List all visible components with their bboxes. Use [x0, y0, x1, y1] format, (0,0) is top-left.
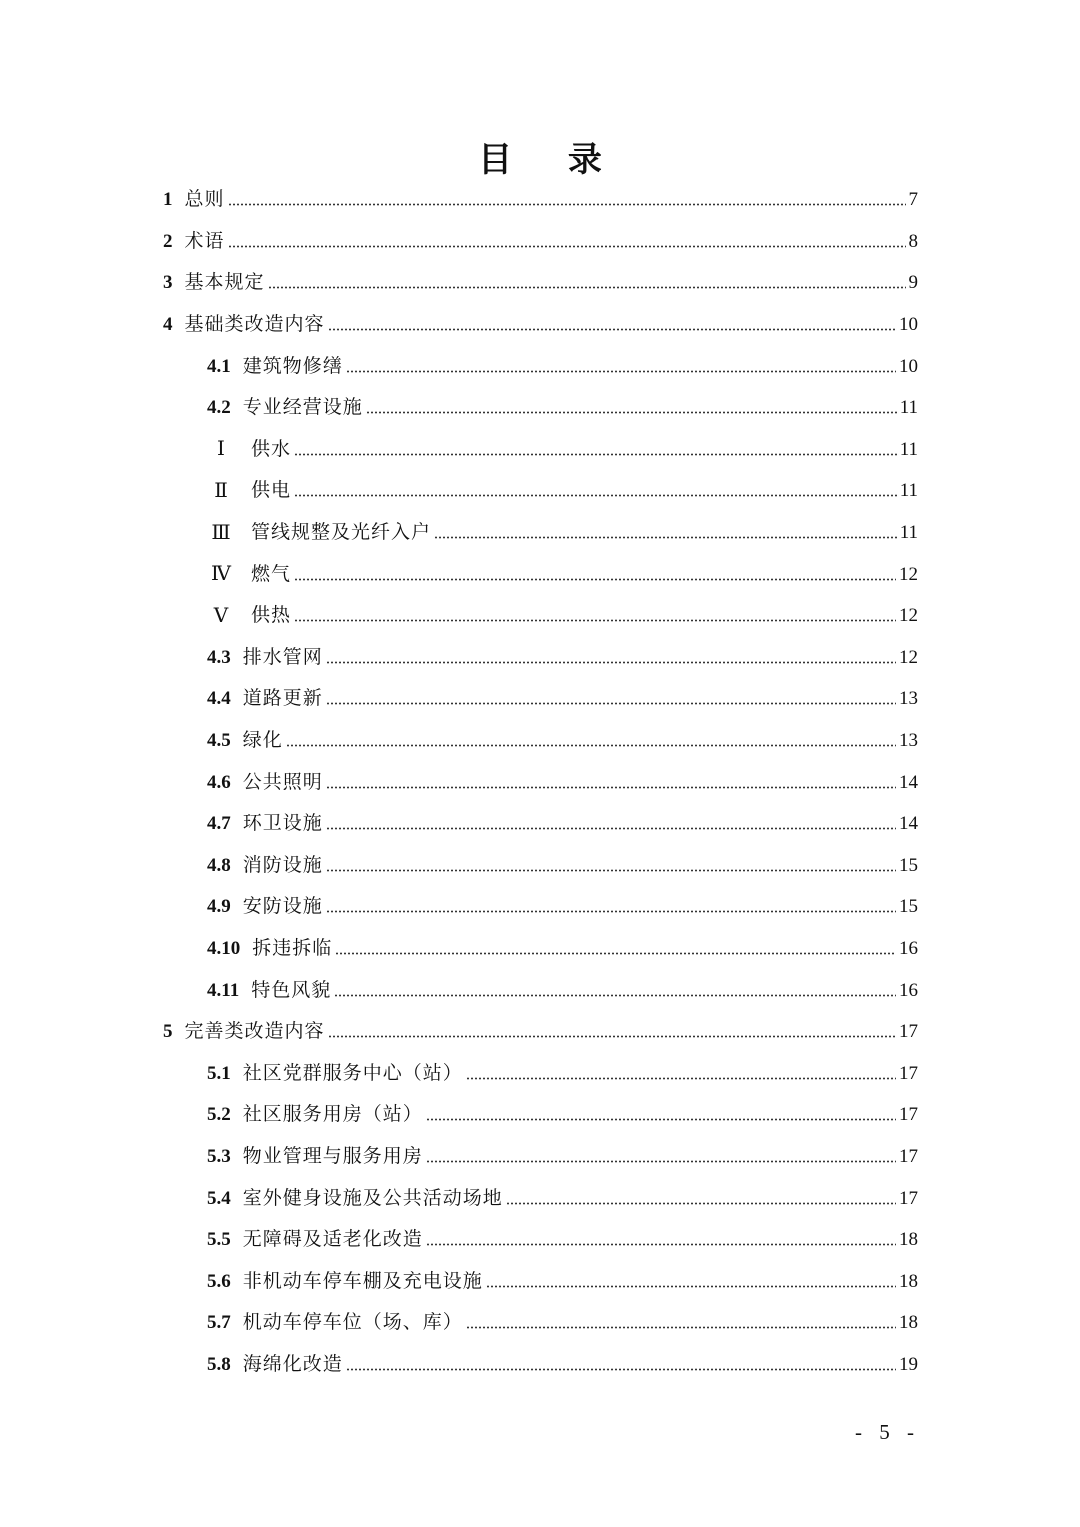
toc-entry[interactable]	[163, 512, 918, 554]
dot-leader	[346, 1368, 896, 1371]
toc-entry-page: 14	[899, 813, 918, 835]
toc-entry-number: 5.4	[207, 1187, 231, 1209]
dot-leader	[426, 1160, 896, 1163]
dot-leader	[268, 286, 906, 289]
toc-entry-label: 室外健身设施及公共活动场地	[242, 1186, 503, 1209]
toc-entry-number: 4.7	[207, 813, 231, 835]
toc-entry-label: 社区服务用房（站）	[242, 1103, 423, 1126]
toc-entry-number: 4.2	[207, 397, 231, 419]
toc-entry-page: 17	[899, 1187, 918, 1209]
toc-entry-label: 燃气	[251, 562, 292, 585]
dot-leader	[326, 910, 896, 913]
toc-entry-label: 供热	[251, 604, 292, 627]
toc-entry-label: 基本规定	[184, 271, 265, 294]
toc-entry-label: 道路更新	[242, 687, 323, 710]
dot-leader	[346, 370, 896, 373]
toc-entry-page: 15	[899, 896, 918, 918]
toc-entry-number: 5.7	[207, 1312, 231, 1334]
toc-entry-label: 拆违拆临	[252, 936, 333, 959]
toc-entry-number: 4.3	[207, 646, 231, 668]
dot-leader	[426, 1118, 896, 1121]
dot-leader	[466, 1326, 896, 1329]
toc-entry-page: 7	[908, 189, 918, 211]
toc-entry[interactable]	[163, 678, 918, 720]
toc-entry-label: 排水管网	[242, 645, 323, 668]
toc-entry[interactable]	[163, 886, 918, 928]
toc-entry-page: 16	[899, 937, 918, 959]
toc-entry-label: 机动车停车位（场、库）	[242, 1311, 463, 1334]
toc-entry-page: 15	[899, 854, 918, 876]
toc-entry-label: 建筑物修缮	[242, 354, 343, 377]
toc-entry-label: 消防设施	[242, 853, 323, 876]
dot-leader	[326, 786, 896, 789]
toc-entry-number: Ⅰ	[217, 438, 225, 461]
dot-leader	[335, 952, 896, 955]
toc-entry[interactable]	[163, 637, 918, 679]
dot-leader	[326, 661, 896, 664]
toc-entry-number: 4.10	[207, 937, 241, 959]
toc-entry[interactable]	[163, 761, 918, 803]
toc-entry[interactable]	[163, 1177, 918, 1219]
toc-entry-page: 13	[899, 688, 918, 710]
toc-entry-page: 10	[899, 314, 918, 336]
toc-entry[interactable]	[163, 1094, 918, 1136]
toc-entry-label: 完善类改造内容	[184, 1020, 325, 1043]
toc-entry-label: 环卫设施	[242, 812, 323, 835]
dot-leader	[426, 1243, 896, 1246]
toc-entry-number: 1	[163, 189, 173, 211]
toc-entry[interactable]	[163, 969, 918, 1011]
toc-entry[interactable]	[163, 304, 918, 346]
dot-leader	[326, 827, 896, 830]
toc-entry-number: Ⅱ	[214, 479, 228, 502]
toc-entry[interactable]	[163, 720, 918, 762]
dot-leader	[328, 1035, 896, 1038]
page-title: 目 录	[478, 140, 624, 180]
toc-entry-number: 2	[163, 230, 173, 252]
toc-entry-number: 4.6	[207, 771, 231, 793]
dot-leader	[486, 1285, 896, 1288]
toc-entry-number: 3	[163, 272, 173, 294]
toc-entry[interactable]	[163, 345, 918, 387]
toc-entry-page: 17	[899, 1021, 918, 1043]
toc-entry-number: Ⅲ	[211, 521, 231, 544]
toc-entry[interactable]	[163, 845, 918, 887]
toc-entry-label: 无障碍及适老化改造	[242, 1228, 423, 1251]
toc-entry-number: 4.5	[207, 730, 231, 752]
toc-entry-page: 8	[908, 230, 918, 252]
toc-entry[interactable]	[163, 1260, 918, 1302]
dot-leader	[228, 245, 906, 248]
dot-leader	[326, 702, 896, 705]
toc-entry-page: 16	[899, 979, 918, 1001]
toc-entry-number: 4.9	[207, 896, 231, 918]
toc-entry-number: 5.2	[207, 1104, 231, 1126]
toc-entry-label: 社区党群服务中心（站）	[242, 1061, 463, 1084]
toc-entry-label: 基础类改造内容	[184, 313, 325, 336]
toc-entry-number: 4.1	[207, 355, 231, 377]
toc-entry-number: Ⅴ	[213, 604, 229, 627]
toc-entry[interactable]	[163, 553, 918, 595]
toc-entry[interactable]	[163, 470, 918, 512]
toc-entry-label: 供电	[251, 479, 292, 502]
toc-entry-page: 12	[899, 563, 918, 585]
toc-entry-number: 5.8	[207, 1353, 231, 1375]
toc-entry-page: 12	[899, 646, 918, 668]
toc-entry-page: 13	[899, 730, 918, 752]
toc-entry[interactable]	[163, 803, 918, 845]
toc-entry-number: 4.11	[207, 979, 240, 1001]
toc-entry-label: 术语	[184, 229, 225, 252]
toc-entry-page: 11	[899, 522, 918, 544]
toc-entry-page: 18	[899, 1312, 918, 1334]
dot-leader	[506, 1202, 896, 1205]
toc-entry-number: 4.8	[207, 854, 231, 876]
toc-entry[interactable]	[163, 1011, 918, 1053]
dot-leader	[466, 1077, 896, 1080]
toc-entry-page: 12	[899, 605, 918, 627]
dot-leader	[286, 744, 896, 747]
dot-leader	[294, 494, 897, 497]
toc-entry-label: 安防设施	[242, 895, 323, 918]
dot-leader	[294, 453, 897, 456]
toc-entry-page: 17	[899, 1145, 918, 1167]
toc-entry-label: 特色风貌	[251, 978, 332, 1001]
toc-entry[interactable]	[163, 1344, 918, 1386]
toc-entry[interactable]	[163, 429, 918, 471]
toc-entry-page: 17	[899, 1062, 918, 1084]
toc-entry-number: 4.4	[207, 688, 231, 710]
toc-entry[interactable]	[163, 1219, 918, 1261]
dot-leader	[366, 411, 897, 414]
toc-entry-label: 专业经营设施	[242, 396, 363, 419]
page-number-footer: - 5 -	[855, 1420, 920, 1444]
table-of-contents	[163, 179, 918, 1385]
toc-entry-page: 18	[899, 1229, 918, 1251]
dot-leader	[294, 619, 896, 622]
toc-entry[interactable]	[163, 595, 918, 637]
dot-leader	[334, 994, 896, 997]
dot-leader	[328, 328, 896, 331]
toc-entry-number: 5	[163, 1021, 173, 1043]
dot-leader	[434, 536, 897, 539]
toc-entry[interactable]	[163, 1052, 918, 1094]
toc-entry-number: 5.5	[207, 1229, 231, 1251]
toc-entry[interactable]	[163, 221, 918, 263]
toc-entry-page: 19	[899, 1353, 918, 1375]
toc-entry[interactable]	[163, 928, 918, 970]
toc-entry-page: 11	[899, 397, 918, 419]
toc-entry-number: 5.3	[207, 1145, 231, 1167]
dot-leader	[294, 578, 896, 581]
toc-entry-page: 17	[899, 1104, 918, 1126]
dot-leader	[326, 869, 896, 872]
toc-entry-page: 10	[899, 355, 918, 377]
toc-entry[interactable]	[163, 262, 918, 304]
toc-entry-number: Ⅳ	[211, 563, 231, 586]
toc-entry-label: 绿化	[242, 729, 283, 752]
toc-entry-page: 14	[899, 771, 918, 793]
toc-entry[interactable]	[163, 1302, 918, 1344]
toc-entry-number: 5.6	[207, 1270, 231, 1292]
toc-entry-page: 11	[899, 438, 918, 460]
toc-entry-page: 9	[908, 272, 918, 294]
toc-entry-page: 18	[899, 1270, 918, 1292]
toc-entry-label: 海绵化改造	[242, 1352, 343, 1375]
toc-entry-label: 管线规整及光纤入户	[251, 521, 432, 544]
toc-entry-label: 供水	[251, 437, 292, 460]
toc-entry-label: 物业管理与服务用房	[242, 1144, 423, 1167]
toc-entry-label: 公共照明	[242, 770, 323, 793]
toc-entry[interactable]	[163, 387, 918, 429]
dot-leader	[228, 203, 906, 206]
toc-entry-number: 5.1	[207, 1062, 231, 1084]
toc-entry[interactable]	[163, 1136, 918, 1178]
toc-entry-number: 4	[163, 314, 173, 336]
toc-entry-label: 总则	[184, 188, 225, 211]
toc-entry-label: 非机动车停车棚及充电设施	[242, 1269, 483, 1292]
toc-entry-page: 11	[899, 480, 918, 502]
toc-entry[interactable]	[163, 179, 918, 221]
